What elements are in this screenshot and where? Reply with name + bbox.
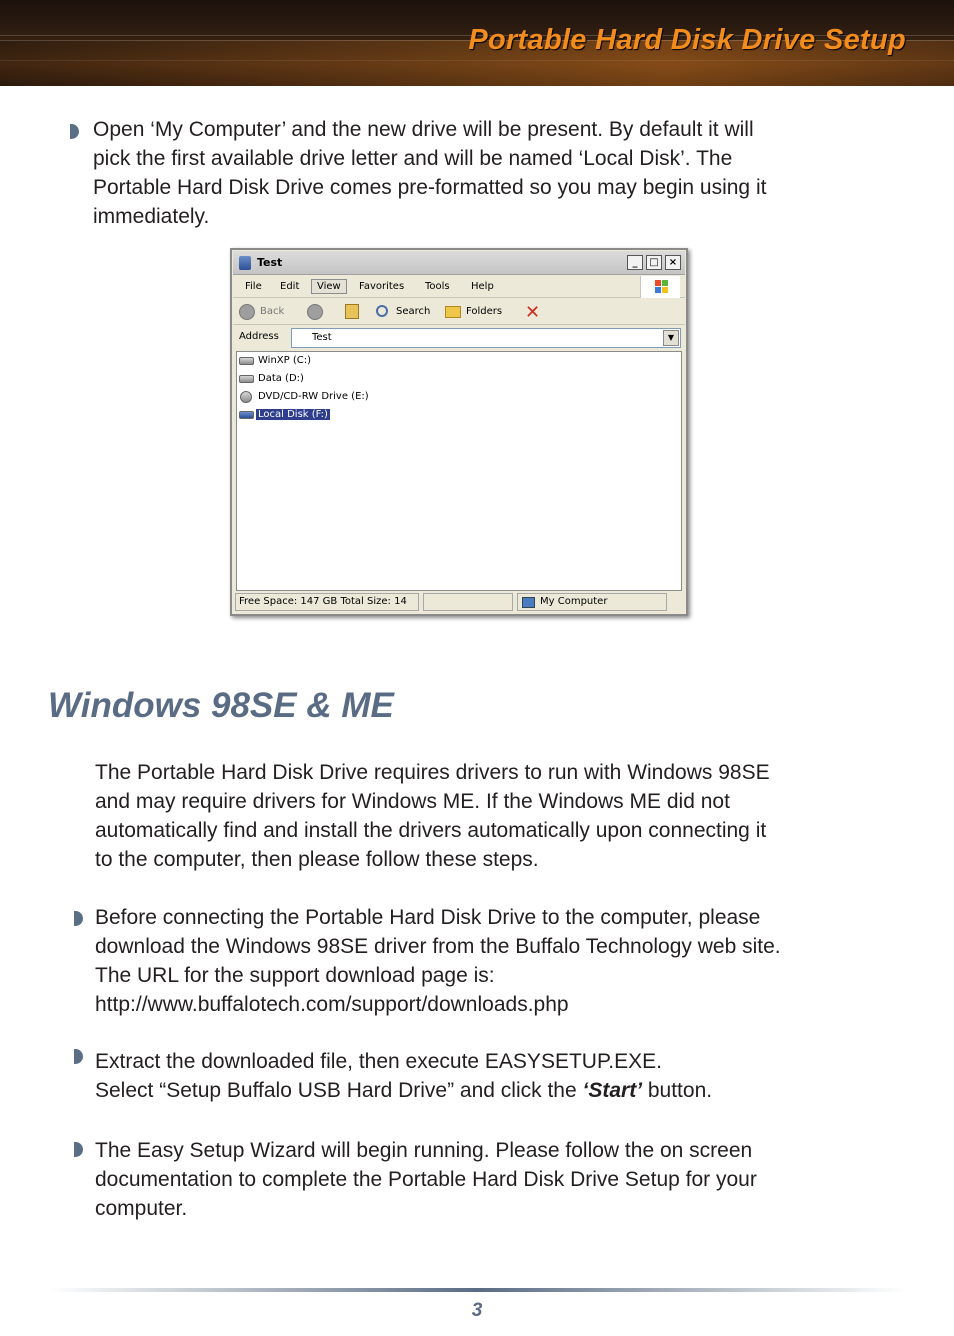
address-value: Test — [312, 332, 332, 343]
menu-help: Help — [471, 281, 494, 292]
close-icon: × — [665, 255, 681, 270]
drive-list — [236, 351, 682, 591]
back-arrow-icon — [239, 304, 255, 320]
text-line — [95, 1076, 712, 1105]
maximize-icon: □ — [646, 255, 662, 270]
banner-stripe — [0, 60, 954, 61]
text-line: documentation to complete the Portable Hard Disk Drive Setup for your — [95, 1168, 757, 1191]
bullet-icon — [70, 124, 79, 139]
bullet-icon — [74, 911, 83, 926]
folders-icon — [445, 306, 461, 318]
text-segment: button. — [642, 1079, 713, 1102]
computer-icon — [522, 597, 535, 608]
address-field — [291, 328, 681, 348]
status-location — [517, 593, 667, 611]
hard-drive-icon — [239, 375, 254, 383]
step-wizard — [95, 1136, 757, 1223]
delete-icon: ✕ — [525, 302, 541, 323]
search-icon — [376, 305, 388, 317]
text-line: Portable Hard Disk Drive comes pre-formatted so you may begin using it — [93, 176, 767, 199]
address-bar — [233, 326, 685, 350]
toolbar — [233, 299, 685, 325]
text-line: Open ‘My Computer’ and the new drive will be present. By default it will — [93, 118, 754, 141]
folders-label: Folders — [466, 306, 503, 317]
chevron-down-icon: ▼ — [663, 330, 679, 346]
status-bar — [233, 591, 685, 613]
menu-view: View — [311, 279, 347, 294]
window-titlebar — [233, 251, 685, 275]
page-title: Portable Hard Disk Drive Setup — [468, 24, 906, 56]
text-line: and may require drivers for Windows ME. If the Windows ME did not — [95, 790, 730, 813]
cd-drive-icon — [240, 391, 252, 403]
step-extract — [95, 1047, 712, 1105]
section-intro — [95, 758, 770, 874]
step-download — [95, 903, 781, 1019]
text-line: The Portable Hard Disk Drive requires drivers to run with Windows 98SE — [95, 761, 770, 784]
window-title: Test — [257, 256, 283, 269]
menu-tools: Tools — [425, 281, 450, 292]
drive-label: WinXP (C:) — [258, 355, 311, 366]
text-line: computer. — [95, 1197, 188, 1220]
text-line: automatically find and install the drivers automatically upon connecting it — [95, 819, 767, 842]
hard-drive-icon — [239, 411, 254, 419]
menu-favorites: Favorites — [359, 281, 405, 292]
footer-divider — [48, 1288, 906, 1292]
search-label: Search — [396, 306, 431, 317]
section-heading: Windows 98SE & ME — [48, 686, 394, 725]
hard-drive-icon — [239, 357, 254, 365]
status-free-space: Free Space: 147 GB Total Size: 14 — [235, 593, 419, 611]
bullet-icon — [74, 1049, 83, 1064]
menu-bar — [233, 276, 685, 298]
bullet-icon — [74, 1142, 83, 1157]
text-line: The Easy Setup Wizard will begin running. Please follow the on screen — [95, 1139, 753, 1162]
text-segment: Select “Setup Buffalo USB Hard Drive” and click the — [95, 1079, 583, 1102]
text-line: Before connecting the Portable Hard Disk Drive to the computer, please — [95, 906, 761, 929]
computer-icon — [239, 256, 251, 270]
address-label: Address — [239, 331, 279, 342]
intro-paragraph — [93, 115, 766, 231]
support-url: http://www.buffalotech.com/support/downloads.php — [95, 993, 569, 1016]
explorer-window-screenshot — [230, 248, 688, 616]
header-banner — [0, 0, 954, 86]
text-line: Extract the downloaded file, then execute EASYSETUP.EXE. — [95, 1050, 662, 1073]
drive-label: Data (D:) — [258, 373, 304, 384]
drive-label: DVD/CD-RW Drive (E:) — [258, 391, 369, 402]
up-folder-icon — [345, 304, 359, 319]
status-location-label: My Computer — [540, 596, 608, 607]
text-line: pick the first available drive letter and will be named ‘Local Disk’. The — [93, 147, 733, 170]
menu-file: File — [245, 281, 262, 292]
minimize-icon: _ — [627, 255, 643, 270]
back-label: Back — [260, 306, 285, 317]
forward-arrow-icon — [307, 304, 323, 320]
drive-label: Local Disk (F:) — [258, 409, 328, 420]
text-line: download the Windows 98SE driver from the Buffalo Technology web site. — [95, 935, 781, 958]
text-line: to the computer, then please follow these steps. — [95, 848, 539, 871]
status-empty-panel — [423, 593, 513, 611]
text-line: The URL for the support download page is: — [95, 964, 495, 987]
text-line: immediately. — [93, 205, 210, 228]
windows-logo-icon — [640, 276, 680, 298]
menu-edit: Edit — [280, 281, 300, 292]
start-button-reference: ‘Start’ — [582, 1079, 643, 1102]
page-number: 3 — [471, 1300, 483, 1321]
